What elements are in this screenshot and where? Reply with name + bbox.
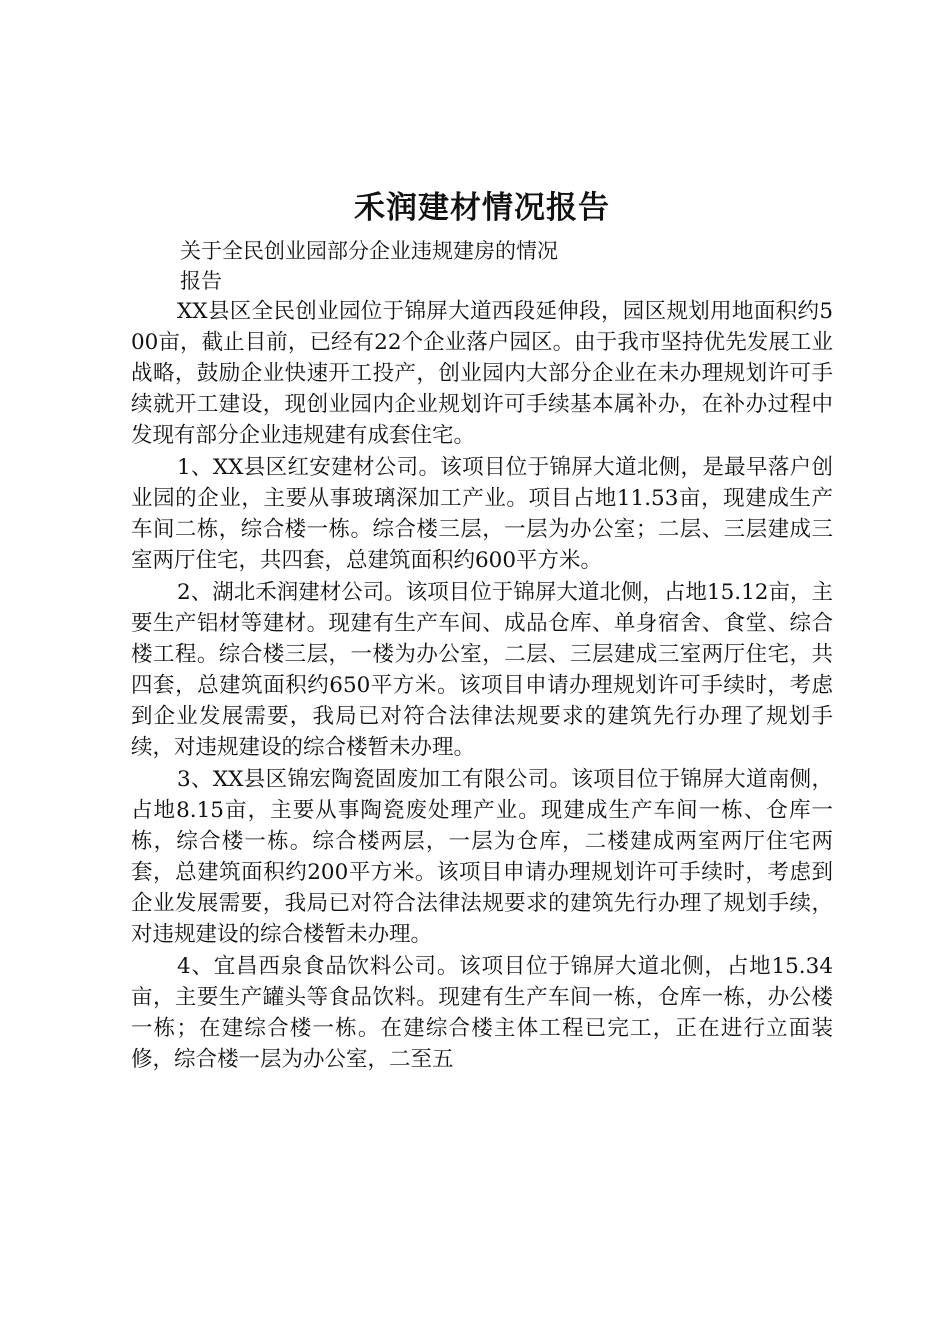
subtitle-line-2: 报告 <box>180 269 222 293</box>
paragraph-item-4: 4、宜昌西泉食品饮料公司。该项目位于锦屏大道北侧，占地15.34亩，主要生产罐头等食品饮料。现建有生产车间一栋，仓库一栋，办公楼一栋；在建综合楼一栋。在建综合楼主体工程已完工，正在进行立面装修，综合楼一层为办公室，二至五 <box>131 954 833 1072</box>
document-page <box>131 186 833 1076</box>
document-title: 禾润建材情况报告 <box>354 190 610 226</box>
intro-paragraph: XX县区全民创业园位于锦屏大道西段延伸段，园区规划用地面积约500亩，截止目前，已经有22个企业落户园区。由于我市坚持优先发展工业战略，鼓励企业快速开工投产，创业园内大部分企业在未办理规划许可手续就开工建设，现创业园内企业规划许可手续基本属补办，在补办过程中发现有部分企业违规建有成套住宅。 <box>131 299 833 448</box>
subtitle-line-1: 关于全民创业园部分企业违规建房的情况 <box>180 239 558 263</box>
paragraph-item-1: 1、XX县区红安建材公司。该项目位于锦屏大道北侧，是最早落户创业园的企业，主要从事玻璃深加工产业。项目占地11.53亩，现建成生产车间二栋，综合楼一栋。综合楼三层，一层为办公室；二层、三层建成三室两厅住宅，共四套，总建筑面积约600平方米。 <box>131 455 833 573</box>
paragraph-item-3: 3、XX县区锦宏陶瓷固废加工有限公司。该项目位于锦屏大道南侧，占地8.15亩，主要从事陶瓷废处理产业。现建成生产车间一栋、仓库一栋，综合楼一栋。综合楼两层，一层为仓库，二楼建成两室两厅住宅两套，总建筑面积约200平方米。该项目申请办理规划许可手续时，考虑到企业发展需要，我局已对符合法律法规要求的建筑先行办理了规划手续，对违规建设的综合楼暂未办理。 <box>131 767 833 947</box>
paragraph-item-2: 2、湖北禾润建材公司。该项目位于锦屏大道北侧，占地15.12亩，主要生产铝材等建材。现建有生产车间、成品仓库、单身宿舍、食堂、综合楼工程。综合楼三层，一楼为办公室，二层、三层建成三室两厅住宅，共四套，总建筑面积约650平方米。该项目申请办理规划许可手续时，考虑到企业发展需要，我局已对符合法律法规要求的建筑先行办理了规划手续，对违规建设的综合楼暂未办理。 <box>131 580 833 760</box>
